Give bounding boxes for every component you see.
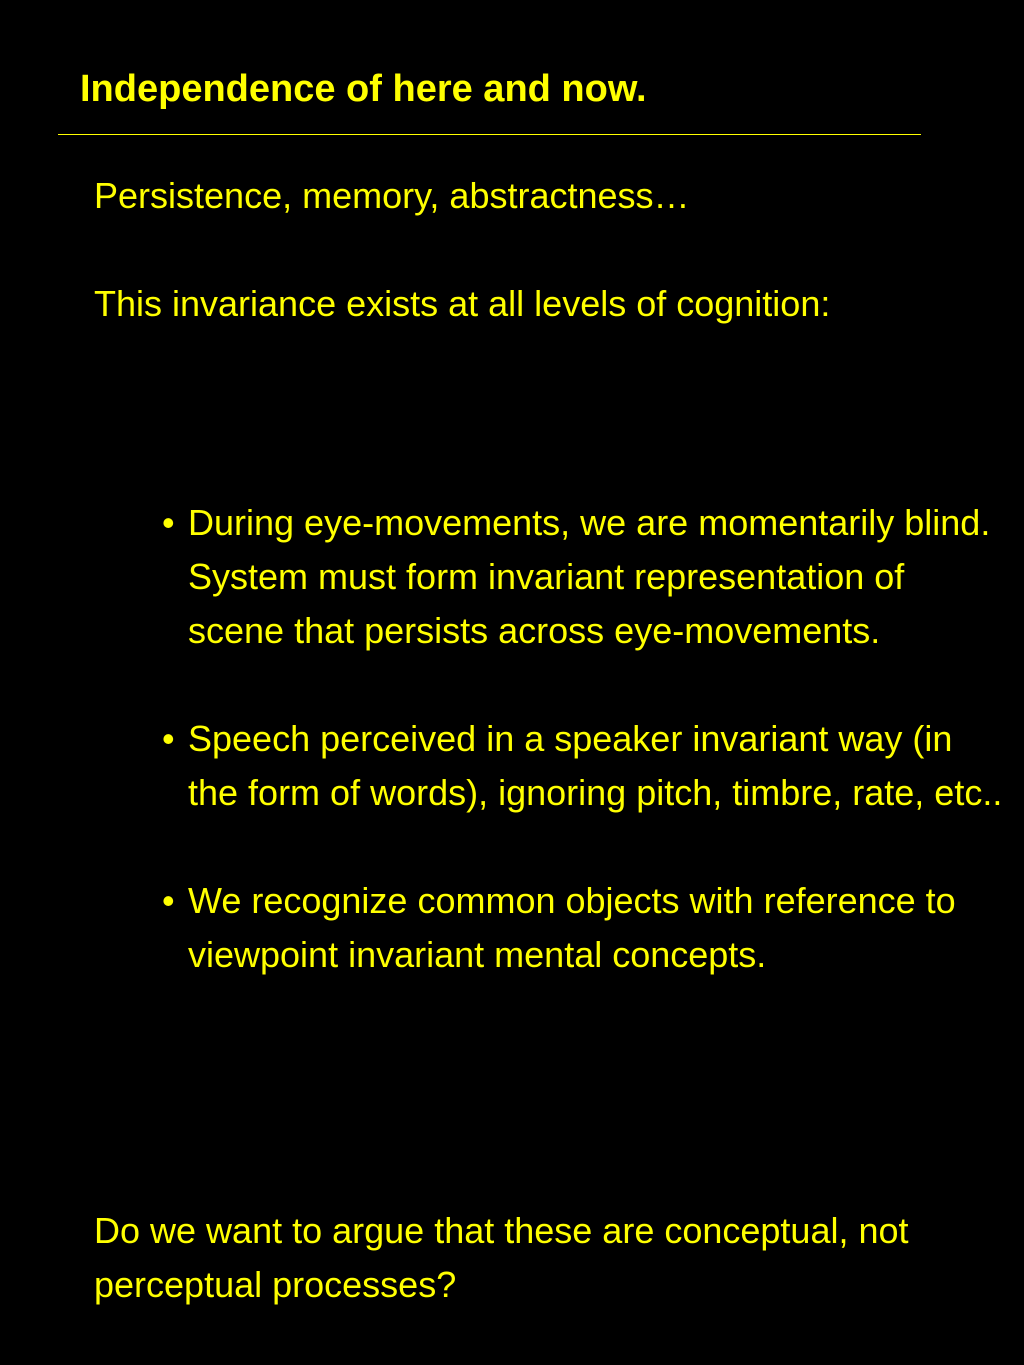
- bullet-icon: •: [162, 502, 175, 543]
- bullet-text-speech: Speech perceived in a speaker invariant way (in the form of words), ignoring pitch, timbre, rate, etc..: [188, 718, 1003, 813]
- bullet-icon: •: [162, 880, 175, 921]
- bullet-icon: •: [162, 718, 175, 759]
- bullet-item: [158, 496, 1008, 658]
- title-divider: [58, 134, 921, 135]
- bullet-item: [158, 874, 1008, 982]
- intro-text: Persistence, memory, abstractness…: [94, 175, 690, 216]
- bullet-list: [158, 496, 1008, 1036]
- bullet-text-eye-movements: During eye-movements, we are momentarily blind. System must form invariant representation of scene that persists across eye-movements.: [188, 502, 991, 651]
- closing-question: Do we want to argue that these are conceptual, not perceptual processes?: [94, 1210, 909, 1305]
- statement-text: This invariance exists at all levels of cognition:: [94, 283, 831, 324]
- bullet-item: [158, 712, 1008, 820]
- bullet-text-objects: We recognize common objects with reference to viewpoint invariant mental concepts.: [188, 880, 956, 975]
- slide-title: Independence of here and now.: [80, 68, 647, 110]
